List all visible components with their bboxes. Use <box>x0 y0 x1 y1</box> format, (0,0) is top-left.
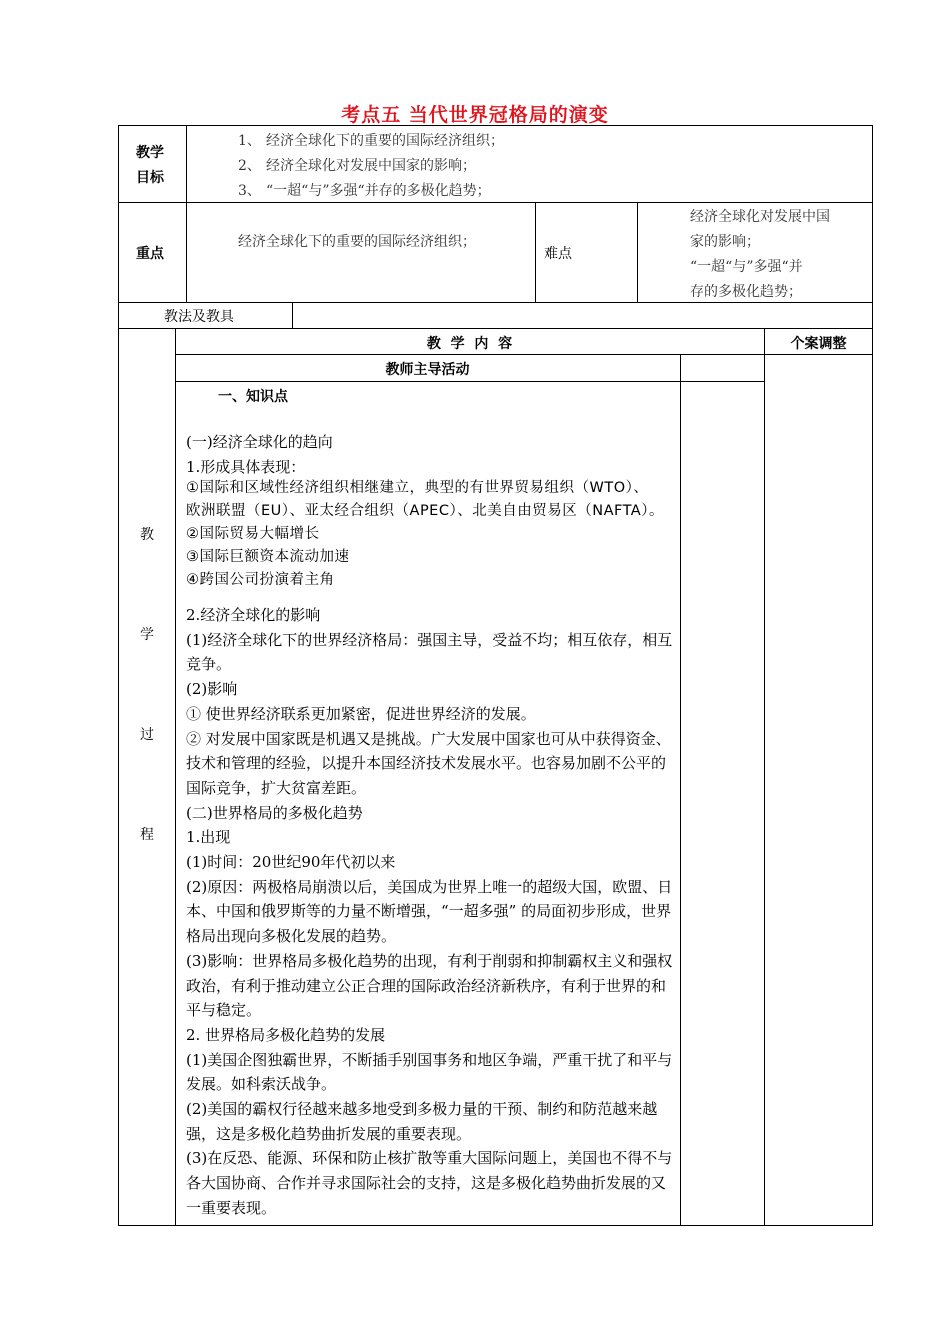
row-divider <box>118 328 873 329</box>
hand-line: ④跨国公司扮演着主角 <box>186 572 335 588</box>
col-divider <box>186 125 187 302</box>
paragraph: 1.出现 <box>186 828 231 847</box>
row-divider <box>175 381 764 382</box>
paragraph: (1)时间：20世纪90年代初以来 <box>186 853 396 872</box>
process-label: 过 <box>140 727 154 743</box>
goal-item <box>238 130 504 150</box>
row-divider <box>118 302 873 303</box>
paragraph: (1)美国企图独霸世界，不断插手别国事务和地区争端，严重干扰了和平与发展。如科索沃战争。 <box>186 1050 673 1094</box>
row-divider <box>118 202 873 203</box>
goal-item <box>238 155 476 175</box>
paragraph: (1)经济全球化下的世界经济格局：强国主导，受益不均；相互依存，相互竞争。 <box>186 630 673 674</box>
goal-number: 1、 <box>238 133 261 149</box>
goal-item <box>238 180 491 200</box>
process-label: 教 <box>140 527 154 543</box>
difficulty-text: 家的影响； <box>690 234 760 250</box>
difficulty-label: 难点 <box>544 246 572 262</box>
content-header: 教 学 内 容 <box>426 336 513 352</box>
col-divider <box>292 302 293 328</box>
subsection-heading: (一)经济全球化的趋向 <box>186 433 333 451</box>
hand-line: ①国际和区域性经济组织相继建立，典型的有世界贸易组织（WTO）、 <box>186 480 649 496</box>
difficulty-text: 存的多极化趋势； <box>690 284 802 300</box>
col-divider <box>535 202 536 302</box>
paragraph: (2)美国的霸权行径越来越多地受到多极力量的干预、制约和防范越来越强，这是多极化趋势曲折发展的重要表现。 <box>186 1100 658 1143</box>
paragraph: ② 对发展中国家既是机遇又是挑战。广大发展中国家也可从中获得资金、技术和管理的经验，以提升本国经济技术发展水平。也容易加剧不公平的国际竞争，扩大贫富差距。 <box>186 729 671 797</box>
process-label: 学 <box>140 627 154 643</box>
row-divider <box>175 354 873 355</box>
item-heading: 1.形成具体表现： <box>186 457 306 476</box>
hand-line: ③国际巨额资本流动加速 <box>186 549 350 565</box>
content-block <box>186 603 674 1221</box>
key-point-label: 重点 <box>136 246 164 262</box>
handwritten-block <box>186 477 686 592</box>
methods-label: 教法及教具 <box>164 309 234 325</box>
goal-text: 经济全球化下的重要的国际经济组织； <box>266 133 504 149</box>
goals-label: 教学 <box>136 145 164 161</box>
paragraph: 2. 世界格局多极化趋势的发展 <box>186 1025 386 1044</box>
paragraph: (3)影响：世界格局多极化趋势的出现，有利于削弱和抑制霸权主义和强权政治，有利于推动建立公正合理的国际政治经济新秩序，有利于世界的和平与稳定。 <box>186 951 673 1020</box>
paragraph: (2)原因：两极格局崩溃以后，美国成为世界上唯一的超级大国，欧盟、日本、中国和俄罗斯等的力量不断增强，“一超多强” 的局面初步形成，世界格局出现向多极化发展的趋势。 <box>186 877 673 946</box>
paragraph: (2)影响 <box>186 680 238 699</box>
adjust-header: 个案调整 <box>790 336 847 352</box>
key-point-text: 经济全球化下的重要的国际经济组织； <box>238 234 476 250</box>
paragraph: 2.经济全球化的影响 <box>186 606 321 624</box>
paragraph: ① 使世界经济联系更加紧密，促进世界经济的发展。 <box>186 704 536 723</box>
page-title: 考点五 当代世界冠格局的演变 <box>341 104 609 126</box>
col-divider <box>764 328 765 1226</box>
content-block <box>186 430 674 479</box>
goal-text: “一超“与”多强“并存的多极化趋势； <box>266 183 491 199</box>
paragraph: (二)世界格局的多极化趋势 <box>186 803 363 822</box>
section-heading: 一、知识点 <box>218 389 288 405</box>
paragraph: (3)在反恐、能源、环保和防止核扩散等重大国际问题上，美国也不得不与各大国协商、合作并寻求国际社会的支持，这是多极化趋势曲折发展的又一重要表现。 <box>186 1149 673 1217</box>
hand-line: 欧洲联盟（EU）、亚太经合组织（APEC）、北美自由贸易区（NAFTA）。 <box>186 503 664 519</box>
difficulty-text: 经济全球化对发展中国 <box>690 209 830 225</box>
col-divider <box>637 202 638 302</box>
goal-text: 经济全球化对发展中国家的影响； <box>266 158 476 174</box>
col-divider <box>175 328 176 1226</box>
teacher-activity-header: 教师主导活动 <box>385 362 470 378</box>
goal-number: 2、 <box>238 158 261 174</box>
goal-number: 3、 <box>238 183 261 199</box>
process-label: 程 <box>140 827 154 843</box>
goals-label: 目标 <box>136 170 164 186</box>
hand-line: ②国际贸易大幅增长 <box>186 526 320 542</box>
difficulty-text: “一超“与”多强“并 <box>690 259 803 275</box>
